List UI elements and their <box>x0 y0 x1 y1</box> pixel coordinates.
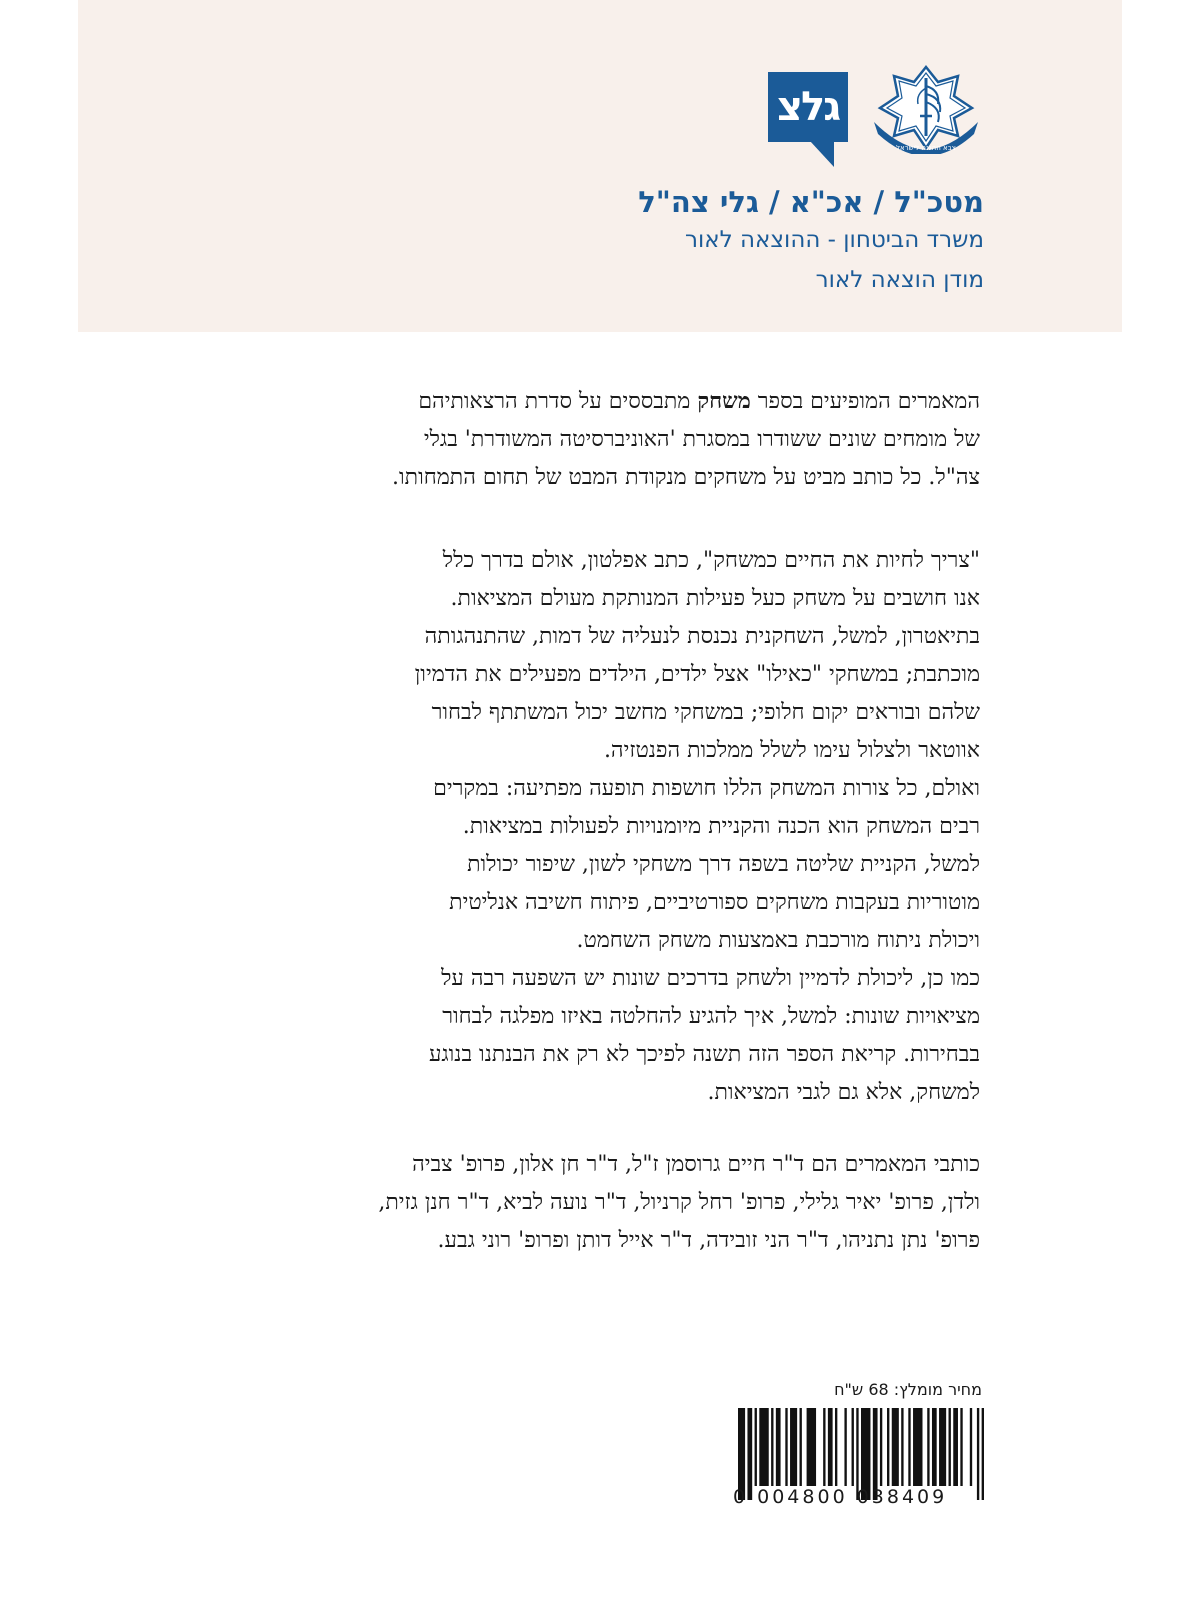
galei-tzahal-logo-text: גלצ <box>768 72 848 142</box>
text-line: כמו כן, ליכולת לדמיין ולשחק בדרכים שונות יש השפעה רבה על <box>441 966 980 991</box>
recommended-price: מחיר מומלץ: 68 ש"ח <box>834 1380 982 1399</box>
publisher-ministry-of-defense: משרד הביטחון - ההוצאה לאור <box>685 227 984 253</box>
header-panel <box>78 0 1122 332</box>
main-paragraph <box>240 542 980 1112</box>
logos-row <box>768 64 982 174</box>
text-line: למשחק, אלא גם לגבי המציאות. <box>707 1080 980 1105</box>
text-line: כותבי המאמרים הם ד"ר חיים גרוסמן ז"ל, ד"ר חן אלון, פרופ' צביה <box>412 1152 980 1177</box>
text-segment: המאמרים המופיעים בספר <box>750 389 980 414</box>
text-line: מוטוריות בעקבות משחקים ספורטיביים, פיתוח חשיבה אנליטית <box>449 890 980 915</box>
text-line: רבים המשחק הוא הכנה והקניית מיומנויות לפעולות במציאות. <box>462 814 980 839</box>
svg-text:צבא ההגנה לישראל: צבא ההגנה לישראל <box>896 144 956 152</box>
barcode-number: 0 004800 038409 <box>733 1486 948 1508</box>
text-line: ולדן, פרופ' יאיר גלילי, פרופ' רחל קרניול, ד"ר נועה לביא, ד"ר חנן גזית, <box>378 1190 980 1215</box>
text-line: ויכולת ניתוח מורכבת באמצעות משחק השחמט. <box>576 928 980 953</box>
text-line: בתיאטרון, למשל, השחקנית נכנסת לנעליה של דמות, שהתנהגותה <box>424 624 980 649</box>
publisher-block <box>638 184 984 300</box>
galei-tzahal-logo <box>768 64 848 170</box>
speech-bubble-tail-icon <box>810 141 834 167</box>
text-line: מוכתבת; במשחקי "כאילו" אצל ילדים, הילדים מפעילים את הדמיון <box>414 662 980 687</box>
intro-paragraph <box>240 382 980 497</box>
text-line: בבחירות. קריאת הספר הזה תשנה לפיכך לא רק את הבנתנו בנוגע <box>428 1042 980 1067</box>
text-line: מציאויות שונות: למשל, איך להגיע להחלטה באיזו מפלגה לבחור <box>442 1004 980 1029</box>
text-line: שלהם ובוראים יקום חלופי; במשחקי מחשב יכול המשתתף לבחור <box>431 700 980 725</box>
publisher-title: מטכ"ל / אכ"א / גלי צה"ל <box>638 185 984 219</box>
text-line: פרופ' נתן נתניהו, ד"ר הני זובידה, ד"ר אייל דותן ופרופ' רוני גבע. <box>437 1228 980 1253</box>
text-line: למשל, הקניית שליטה בשפה דרך משחקי לשון, שיפור יכולות <box>467 852 980 877</box>
publisher-modan: מודן הוצאה לאור <box>815 267 984 293</box>
text-line: אווטאר ולצלול עימו לשלל ממלכות הפנטזיה. <box>603 738 980 763</box>
text-line: של מומחים שונים ששודרו במסגרת 'האוניברסיטה המשודרת' בגלי <box>423 427 980 452</box>
text-line: צה"ל. כל כותב מביט על משחקים מנקודת המבט של תחום התמחותו. <box>392 465 980 490</box>
text-line: ואולם, כל צורות המשחק הללו חושפות תופעה מפתיעה: במקרים <box>433 776 980 801</box>
text-segment: מתבססים על סדרת הרצאותיהם <box>418 389 698 414</box>
text-line: "צריך לחיות את החיים כמשחק", כתב אפלטון, אולם בדרך כלל <box>442 548 980 573</box>
book-title-emphasis: משחק <box>697 388 751 414</box>
idf-emblem-icon <box>870 64 982 154</box>
authors-paragraph <box>240 1146 980 1260</box>
text-line <box>240 382 980 421</box>
text-line: אנו חושבים על משחק כעל פעילות המנותקת מעולם המציאות. <box>450 586 980 611</box>
